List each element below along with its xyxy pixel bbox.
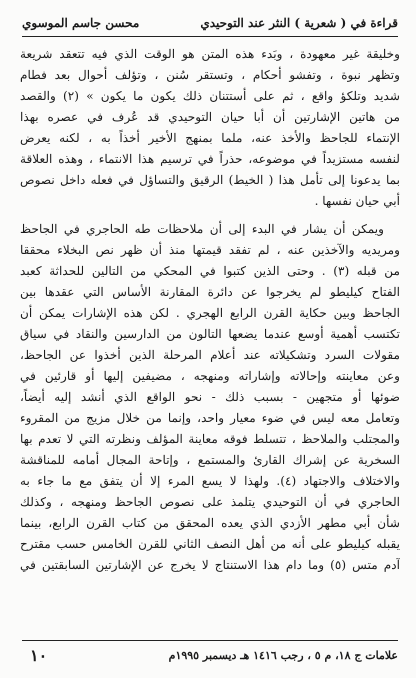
paragraph: [20, 219, 400, 576]
paragraph: [20, 44, 400, 212]
text-line: تكتسب أهمية أوسع عندما يضعها التالون من الدارسين والنقاد في سياق: [20, 327, 400, 341]
page-number: ١٠: [30, 645, 48, 665]
text-line: والاختلاف والاجتهاد (٤). ولهذا لا يسع المرء إلا أن يتفق مع ما جاء به: [20, 474, 400, 488]
text-line: وخليقة غير معهودة ، وبَدء هذه المتن هو الوقت الذي فيه تتعقد شريعة: [20, 47, 400, 61]
text-line: شديد وتلكؤ واقع ، ثم على أستتنان ذلك يكون ما يكون » (٢) والقصد: [20, 89, 400, 103]
text-line: الإنتماء للجاحظ والأخذ عنه، ملما بمنهج الأخير أخذاً به ، لكنه يعرض: [20, 131, 400, 145]
text-line: والمجتلب والملاحظ ، تتسلط فوقه معاينة المؤلف ونظرته التي لا تعدم بها: [20, 432, 400, 446]
text-line: أبي حيان نفسها .: [314, 194, 400, 208]
text-line: بما يدعونا إلى تأمل هذا ( الخيط) الرقيق والتساؤل في فعله داخل نصوص: [20, 173, 400, 187]
text-line: الجاحظ وبين حكاية القرن الرابع الهجري . لكن هذه الإشارات يمكن أن: [20, 306, 400, 320]
running-header: [22, 12, 398, 34]
text-line: من هاتين الإشارتين أن أبا حيان التوحيدي قد عُرف في عصره بهذا: [20, 110, 400, 124]
text-line: لنفسه مستزيداً في موضوعه، حذراً في ترسيم هذا الانتماء ، وهذه العلاقة: [20, 152, 400, 166]
text-line: ضوئها أو متجهين - بسبب ذلك - نحو الواقع الذي أنشد إليه أيضاً،: [20, 390, 400, 404]
text-line: وتعامل معه ليس في ضوء معيار واحد، وإنما من خلال مزيج من المقروء: [20, 411, 400, 425]
footer-citation: علامات ج ١٨، م ٥ ، رجب ١٤١٦ هـ ديسمبر ١٩٩٥م: [168, 648, 398, 662]
text-line: السخرية عن إشراك القارئ والمستمع ، وإتاحة المجال أمامه للمناقشة: [20, 453, 400, 467]
text-line: ويمكن أن يشار في البدء إلى أن ملاحظات طه الحاجري في الجاحظ: [20, 222, 384, 236]
text-line: من قبله (٣) . وحتى الذين كتبوا في المحكي من التالين للحداثة كعبد: [20, 264, 400, 278]
text-line: يقبله كيليطو على أنه من أهل النصف الثاني للقرن الخامس حسب مقترح: [20, 537, 400, 551]
running-footer: [30, 644, 398, 666]
header-author: محسن جاسم الموسوي: [22, 16, 140, 30]
text-line: آدم متس (٥) وما دام هذا الاستنتاج لا يخرج عن الإشارتين السابقتين في: [20, 558, 400, 572]
body-text: [20, 44, 400, 576]
text-line: وتظهر نبوة ، وتفشو أحكام ، وتستقر سُنن ، وتؤلف أحوال بعد فطام: [20, 68, 400, 82]
text-line: الفتاح كيليطو لم يخرجوا عن دائرة المقارنة الأساس التي عقدها بين: [20, 285, 400, 299]
text-line: وعن معاينته وإحالاته وإشاراته ومنهجه ، مضيفين إليها أو قارئين في: [20, 369, 400, 383]
text-line: الحاجري في أن التوحيدي يتلمذ على نصوص الجاحظ ومنهجه ، وكذلك: [20, 495, 400, 509]
text-line: ومريديه والآخذين عنه ، لم تفقد قيمتها منذ أن ظهر نص البخلاء محققا: [20, 243, 400, 257]
text-line: مقولات السرد وتشكيلاته عند أعلام المرحلة الذين أخذوا عن الجاحظ،: [20, 348, 400, 362]
header-title: قراءة في ( شعرية ) النثر عند التوحيدي: [200, 16, 398, 30]
footer-divider: [22, 640, 398, 641]
header-divider: [22, 36, 398, 37]
text-line: شأن أبي مطهر الأزدي الذي يعده المحقق من كتاب القرن الرابع، بينما: [20, 516, 400, 530]
